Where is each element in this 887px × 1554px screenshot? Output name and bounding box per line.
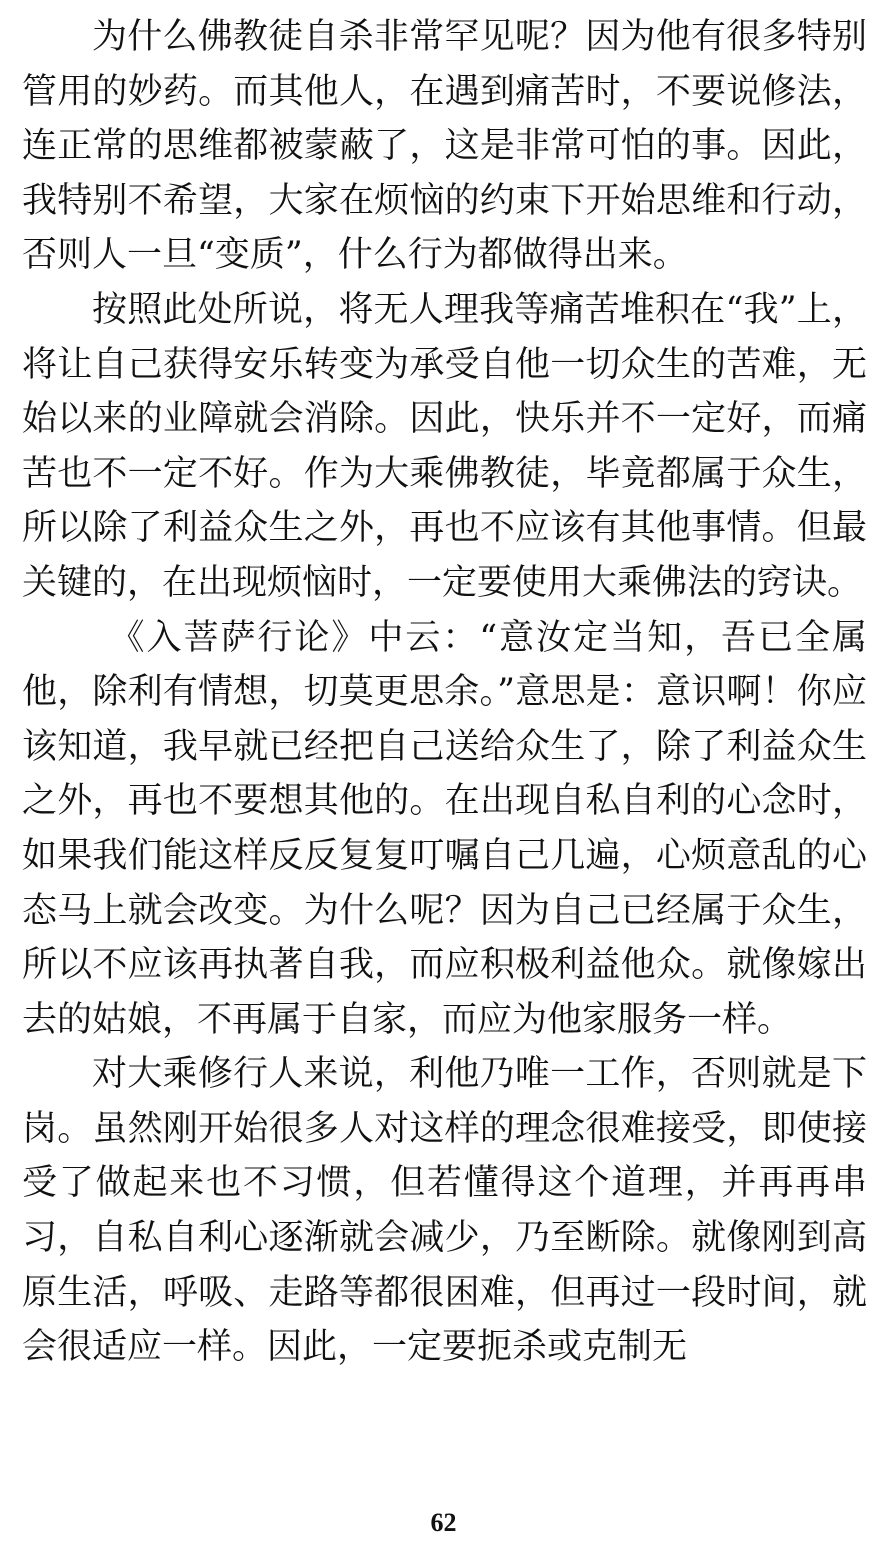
page-number: 62 <box>430 1508 457 1537</box>
body-text <box>22 10 867 1375</box>
paragraph-1: 为什么佛教徒自杀非常罕见呢？因为他有很多特别管用的妙药。而其他人，在遇到痛苦时，不要说修法，连正常的思维都被蒙蔽了，这是非常可怕的事。因此，我特别不希望，大家在烦恼的约束下开始思维和行动，否则人一旦“变质”，什么行为都做得出来。 <box>22 17 867 276</box>
paragraph-2: 按照此处所说，将无人理我等痛苦堆积在“我”上，将让自己获得安乐转变为承受自他一切众生的苦难，无始以来的业障就会消除。因此，快乐并不一定好，而痛苦也不一定不好。作为大乘佛教徒，毕竟都属于众生，所以除了利益众生之外，再也不应该有其他事情。但最关键的，在出现烦恼时，一定要使用大乘佛法的窍诀。 <box>22 289 867 603</box>
paragraph-3: 《入菩萨行论》中云：“意汝定当知，吾已全属他，除利有情想，切莫更思余。”意思是：意识啊！你应该知道，我早就已经把自己送给众生了，除了利益众生之外，再也不要想其他的。在出现自私自利的心念时，如果我们能这样反反复复叮嘱自己几遍，心烦意乱的心态马上就会改变。为什么呢？因为自己已经属于众生，所以不应该再执著自我，而应积极利益他众。就像嫁出去的姑娘，不再属于自家，而应为他家服务一样。 <box>22 617 867 1040</box>
paragraph-4: 对大乘修行人来说，利他乃唯一工作，否则就是下岗。虽然刚开始很多人对这样的理念很难接受，即使接受了做起来也不习惯，但若懂得这个道理，并再再串习，自私自利心逐渐就会减少，乃至断除。就像刚到高原生活，呼吸、走路等都很困难，但再过一段时间，就会很适应一样。因此，一定要扼杀或克制无 <box>22 1054 867 1368</box>
